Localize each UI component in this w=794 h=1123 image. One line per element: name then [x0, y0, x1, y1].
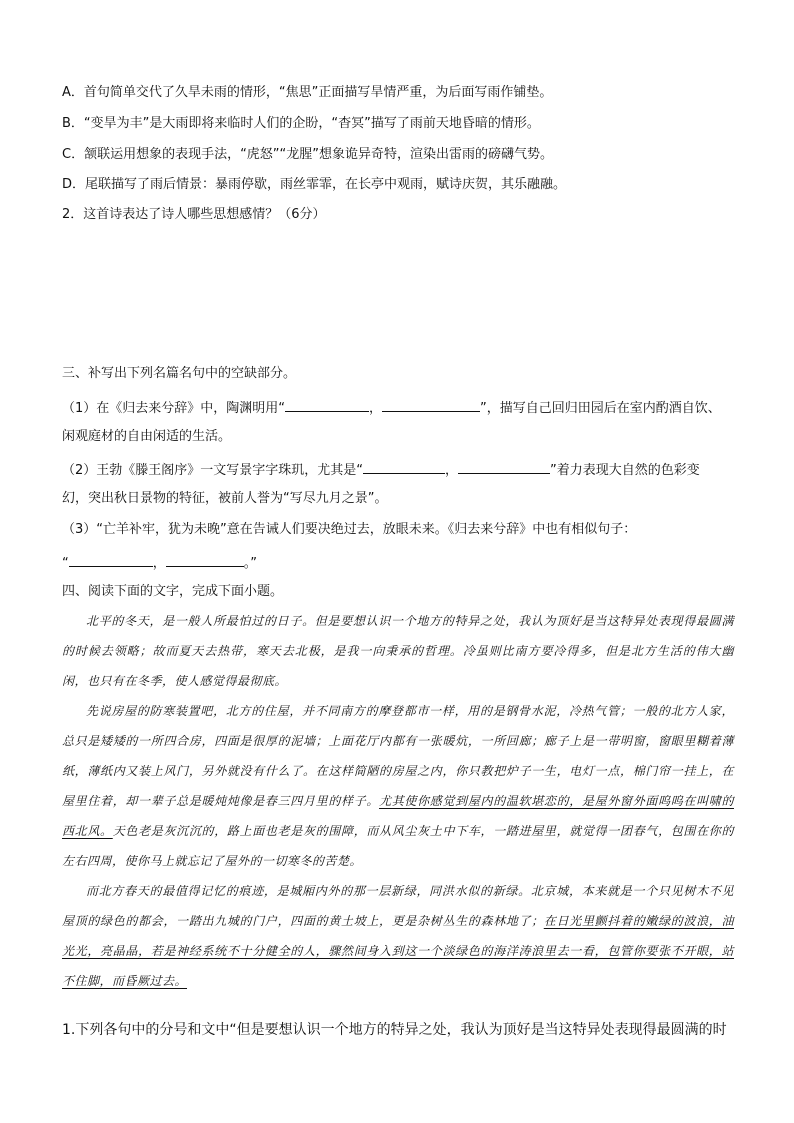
q3-open-quote: “: [62, 556, 69, 571]
section-3-q1-line2: 闲观庭材的自由闲适的生活。: [62, 429, 232, 444]
blank-2[interactable]: [382, 397, 480, 412]
question-2: 2．这首诗表达了诗人哪些思想感情？（6分）: [62, 207, 326, 222]
q1-text-b: ”，描写自己回归田园后在室内酌酒自饮、: [480, 401, 721, 416]
section-3-q1-line1: [62, 397, 721, 418]
section-3-title: 三、补写出下列名篇名句中的空缺部分。: [62, 366, 297, 381]
reading-passage: [62, 606, 734, 996]
q1-sep: ，: [369, 401, 383, 416]
blank-5[interactable]: [69, 552, 153, 567]
option-b: B．“变旱为丰”是大雨即将来临时人们的企盼，“杳冥”描写了雨前天地昏暗的情形。: [62, 116, 540, 131]
p2-underlined-sentence: 尤其使你感觉到屋内的温软堪恋的，是屋外窗外面呜呜在叫啸的西北风。: [62, 794, 734, 838]
passage-paragraph-1: 北平的冬天，是一般人所最怕过的日子。但是要想认识一个地方的特异之处，我认为顶好是当这特异处表现得最圆满的时候去领略；故而夏天去热带，寒天去北极，是我一向秉承的哲理。冷虽则比南方要冷得多，但是北方生活的伟大幽闲，也只有在冬季，使人感觉得最彻底。: [62, 614, 734, 688]
q3-sep: ，: [152, 556, 166, 571]
blank-6[interactable]: [166, 552, 244, 567]
option-d: D．尾联描写了雨后情景：暴雨停歇，雨丝霏霏，在长亭中观雨，赋诗庆贺，其乐融融。: [62, 177, 567, 192]
question-1-section-4: 1.下列各句中的分号和文中“但是要想认识一个地方的特异之处，我认为顶好是当这特异处表现得最圆满的时: [62, 1022, 727, 1038]
q1-text-a: （1）在《归去来兮辞》中，陶渊明用“: [62, 401, 286, 416]
blank-4[interactable]: [458, 459, 550, 474]
option-a: A．首句简单交代了久旱未雨的情形，“焦思”正面描写旱情严重，为后面写雨作铺垫。: [62, 85, 553, 100]
passage-paragraph-2: [62, 696, 734, 876]
section-3-q3-line1: （3）“亡羊补牢，犹为未晚”意在告诫人们要决绝过去，放眼未来。《归去来兮辞》中也有相似句子：: [62, 522, 637, 537]
option-c: C．颔联运用想象的表现手法，“虎怒”“龙腥”想象诡异奇特，渲染出雷雨的磅礴气势。: [62, 147, 554, 162]
p2-rest: 天色老是灰沉沉的，路上面也老是灰的围障，而从风尘灰土中下车，一踏进屋里，就觉得一团春气，包围在你的左右四周，使你马上就忘记了屋外的一切寒冬的苦楚。: [62, 824, 734, 868]
p2-text: 先说房屋的防寒装置吧，北方的住屋，并不同南方的摩登都市一样，用的是钢骨水泥，冷热气管；一般的北方人家，总只是矮矮的一所四合房，四面是很厚的泥墙；上面花厅内都有一张暖炕，一所回廊；廊子上是一带明窗，窗眼里糊着薄纸，薄纸内又装上风门，另外就没有什么了。在这样简陋的房屋之内，你只教把炉子一生，电灯一点，棉门帘一挂上，在屋里住着，却一辈子总是暖炖炖像是春三四月里的样子。: [62, 704, 734, 808]
q2-sep: ，: [445, 463, 459, 478]
passage-paragraph-3: [62, 876, 734, 996]
blank-1[interactable]: [285, 397, 369, 412]
section-3-q2-line1: [62, 459, 700, 480]
section-3-q3-line2: [62, 552, 257, 573]
section-3-q2-line2: 幻，突出秋日景物的特征，被前人誉为“写尽九月之景”。: [62, 491, 388, 506]
p3-underlined-sentence: 在日光里颤抖着的嫩绿的波浪，油光光，亮晶晶，若是神经系统不十分健全的人，骤然间身入到这一个淡绿色的海洋涛浪里去一看，包管你要张不开眼，站不住脚，而昏厥过去。: [62, 914, 734, 988]
section-4-title: 四、阅读下面的文字，完成下面小题。: [62, 584, 284, 599]
blank-3[interactable]: [363, 459, 445, 474]
q2-text-b: ”着力表现大自然的色彩变: [550, 463, 700, 478]
q2-text-a: （2）王勃《滕王阁序》一文写景字字珠玑，尤其是“: [62, 463, 364, 478]
q3-close-quote: 。”: [243, 556, 258, 571]
p3-text: 而北方春天的最值得记忆的痕迹，是城厢内外的那一层新绿，同洪水似的新绿。北京城，本来就是一个只见树木不见屋顶的绿色的都会，一踏出九城的门户，四面的黄土坡上，更是杂树丛生的森林地了；: [62, 884, 734, 928]
